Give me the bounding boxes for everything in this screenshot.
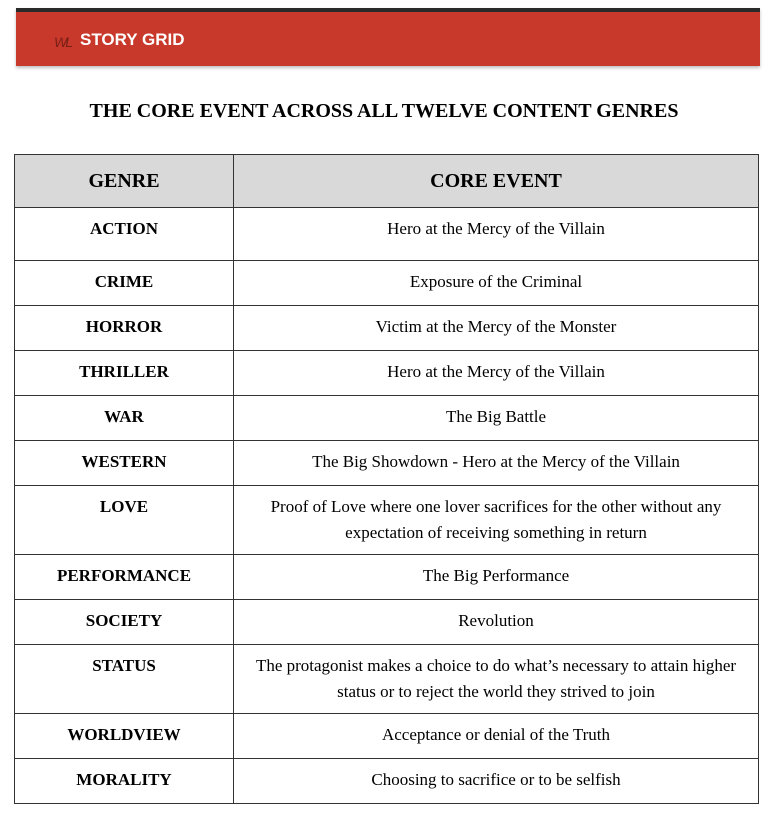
- column-header-genre: GENRE: [15, 155, 234, 208]
- genre-cell: WESTERN: [15, 441, 234, 486]
- table-row: [15, 759, 759, 804]
- table-row: [15, 600, 759, 645]
- core-event-cell: Victim at the Mercy of the Monster: [234, 306, 759, 351]
- core-event-cell: Acceptance or denial of the Truth: [234, 714, 759, 759]
- core-event-cell: The Big Performance: [234, 555, 759, 600]
- table-row: [15, 351, 759, 396]
- core-event-cell: Revolution: [234, 600, 759, 645]
- core-event-cell: The Big Showdown - Hero at the Mercy of the Villain: [234, 441, 759, 486]
- core-event-cell: Hero at the Mercy of the Villain: [234, 351, 759, 396]
- table-row: [15, 208, 759, 261]
- core-event-cell: Exposure of the Criminal: [234, 261, 759, 306]
- core-event-cell: Choosing to sacrifice or to be selfish: [234, 759, 759, 804]
- table-row: [15, 555, 759, 600]
- genre-cell: CRIME: [15, 261, 234, 306]
- genre-cell: LOVE: [15, 486, 234, 555]
- genre-cell: THRILLER: [15, 351, 234, 396]
- core-event-cell: The protagonist makes a choice to do what’s necessary to attain higher status or to reject the world they strived to join: [234, 645, 759, 714]
- table-row: [15, 441, 759, 486]
- table-row: [15, 486, 759, 555]
- table-row: [15, 714, 759, 759]
- table-row: [15, 261, 759, 306]
- logo-text: STORY GRID: [80, 30, 185, 49]
- genre-cell: ACTION: [15, 208, 234, 261]
- genre-cell: STATUS: [15, 645, 234, 714]
- core-event-cell: The Big Battle: [234, 396, 759, 441]
- table-row: [15, 645, 759, 714]
- header-banner: [16, 8, 760, 66]
- genre-cell: MORALITY: [15, 759, 234, 804]
- genre-cell: WORLDVIEW: [15, 714, 234, 759]
- genre-table: [14, 154, 759, 804]
- core-event-cell: Hero at the Mercy of the Villain: [234, 208, 759, 261]
- column-header-core-event: CORE EVENT: [234, 155, 759, 208]
- page-title: THE CORE EVENT ACROSS ALL TWELVE CONTENT GENRES: [89, 100, 679, 122]
- genre-cell: PERFORMANCE: [15, 555, 234, 600]
- table-row: [15, 396, 759, 441]
- genre-cell: SOCIETY: [15, 600, 234, 645]
- core-event-cell: Proof of Love where one lover sacrifices for the other without any expectation of receiving something in return: [234, 486, 759, 555]
- genre-cell: WAR: [15, 396, 234, 441]
- table-row: [15, 306, 759, 351]
- logo-icon: WL: [54, 34, 71, 50]
- genre-cell: HORROR: [15, 306, 234, 351]
